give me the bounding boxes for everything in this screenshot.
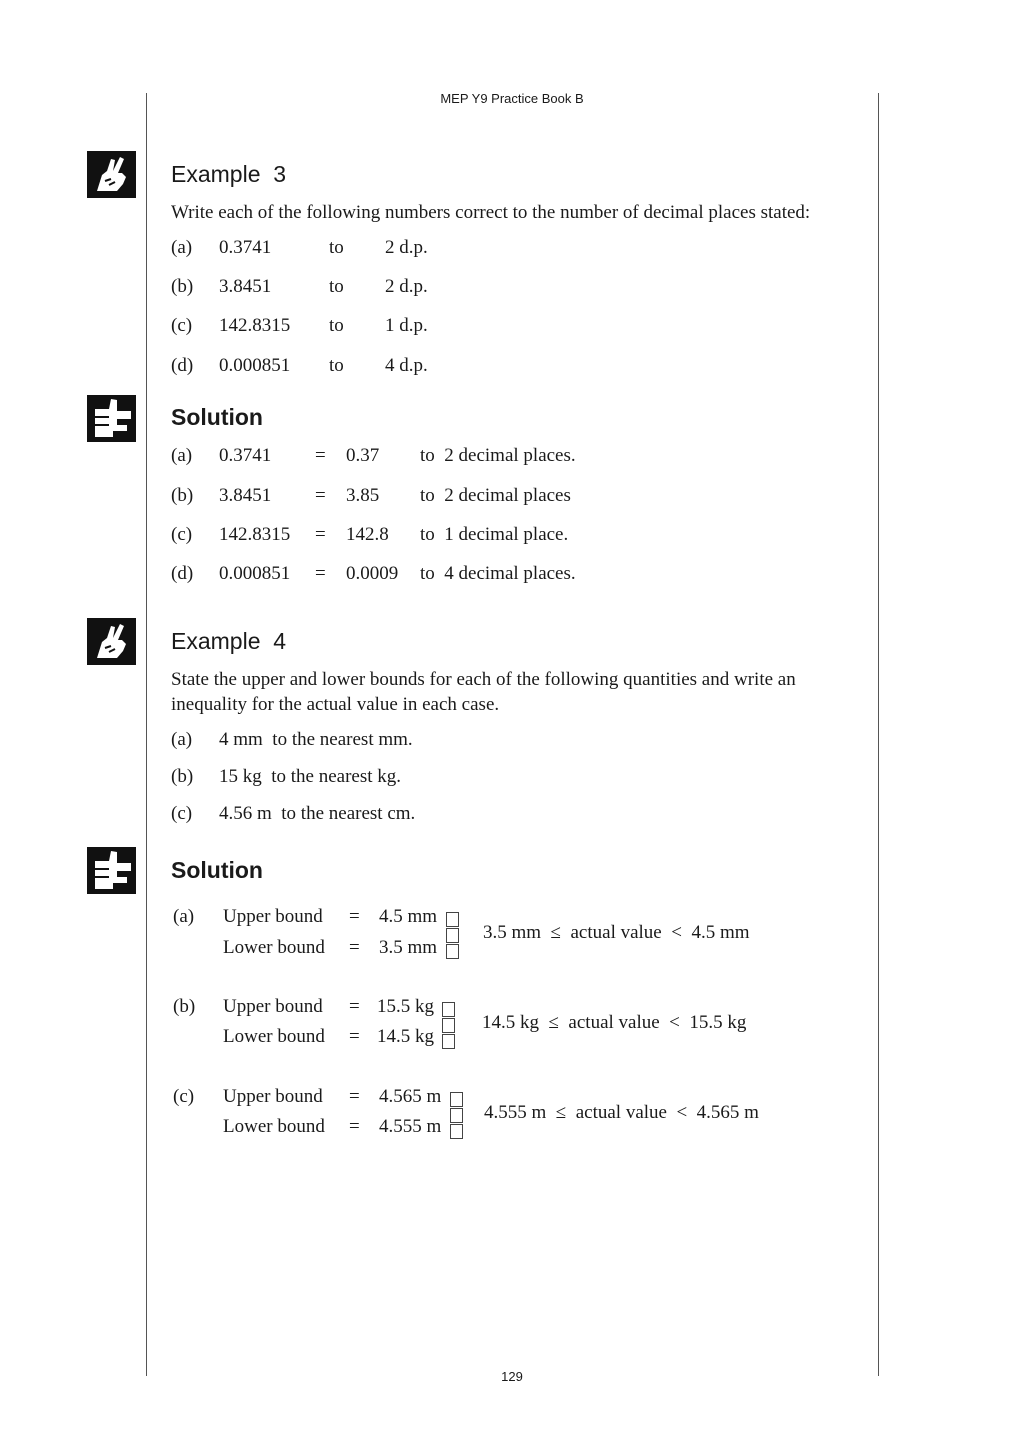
item-label: (a): [171, 729, 193, 750]
item-label: (a): [171, 237, 193, 258]
inequality: 4.555 m ≤ actual value < 4.565 m: [484, 1102, 759, 1123]
upper-bound-value: 15.5 kg: [377, 996, 434, 1017]
row-equals: =: [315, 485, 326, 506]
row-number: 3.8451: [219, 485, 272, 506]
example-4-heading: Example 4: [171, 628, 287, 654]
item-to: to: [329, 315, 344, 336]
upper-bound-equals: =: [349, 1086, 360, 1107]
lower-bound-label: Lower bound: [223, 1026, 325, 1047]
part-label: (c): [173, 1086, 195, 1107]
example-4-prompt-line-2: inequality for the actual value in each case.: [171, 694, 500, 715]
upper-bound-value: 4.565 m: [379, 1086, 442, 1107]
brace-glyph: [450, 1124, 463, 1139]
row-description: to 4 decimal places.: [420, 563, 576, 584]
item-dp: 4 d.p.: [385, 355, 428, 376]
upper-bound-label: Upper bound: [223, 906, 323, 927]
thumbs-up-hand-icon: [87, 847, 136, 894]
item-text: 15 kg to the nearest kg.: [219, 766, 402, 787]
pointing-hand-icon: [87, 151, 136, 198]
thumbs-up-hand-icon: [87, 395, 136, 442]
brace-glyph: [446, 944, 459, 959]
row-equals: =: [315, 445, 326, 466]
brace-glyph: [450, 1092, 463, 1107]
lower-bound-value: 4.555 m: [379, 1116, 442, 1137]
brace-glyph: [446, 928, 459, 943]
example-3-prompt: Write each of the following numbers correct to the number of decimal places stated:: [171, 202, 811, 223]
item-dp: 2 d.p.: [385, 276, 428, 297]
item-number: 0.000851: [219, 355, 291, 376]
row-number: 0.000851: [219, 563, 291, 584]
brace-glyph: [450, 1108, 463, 1123]
row-label: (a): [171, 445, 193, 466]
upper-bound-equals: =: [349, 996, 360, 1017]
item-label: (b): [171, 766, 194, 787]
item-to: to: [329, 355, 344, 376]
item-number: 142.8315: [219, 315, 291, 336]
brace-glyph: [442, 1002, 455, 1017]
brace-glyph: [446, 912, 459, 927]
row-number: 142.8315: [219, 524, 291, 545]
item-label: (d): [171, 355, 194, 376]
upper-bound-value: 4.5 mm: [379, 906, 438, 927]
row-result: 3.85: [346, 485, 380, 506]
lower-bound-value: 14.5 kg: [377, 1026, 434, 1047]
row-equals: =: [315, 563, 326, 584]
upper-bound-label: Upper bound: [223, 996, 323, 1017]
row-description: to 1 decimal place.: [420, 524, 569, 545]
item-dp: 2 d.p.: [385, 237, 428, 258]
item-number: 3.8451: [219, 276, 272, 297]
lower-bound-label: Lower bound: [223, 1116, 325, 1137]
row-label: (b): [171, 485, 194, 506]
inequality: 3.5 mm ≤ actual value < 4.5 mm: [483, 922, 750, 943]
page-header: MEP Y9 Practice Book B: [440, 91, 584, 106]
inequality: 14.5 kg ≤ actual value < 15.5 kg: [482, 1012, 747, 1033]
solution-3-heading: Solution: [171, 404, 263, 430]
lower-bound-value: 3.5 mm: [379, 937, 438, 958]
item-label: (c): [171, 315, 193, 336]
item-to: to: [329, 276, 344, 297]
lower-bound-equals: =: [349, 1116, 360, 1137]
brace-glyph: [442, 1018, 455, 1033]
row-number: 0.3741: [219, 445, 272, 466]
row-label: (d): [171, 563, 194, 584]
lower-bound-equals: =: [349, 1026, 360, 1047]
item-dp: 1 d.p.: [385, 315, 428, 336]
row-description: to 2 decimal places: [420, 485, 571, 506]
left-margin-rule: [146, 93, 147, 1376]
item-label: (c): [171, 803, 193, 824]
row-result: 0.37: [346, 445, 380, 466]
part-label: (b): [173, 996, 196, 1017]
row-equals: =: [315, 524, 326, 545]
row-label: (c): [171, 524, 193, 545]
upper-bound-equals: =: [349, 906, 360, 927]
right-margin-rule: [878, 93, 879, 1376]
item-text: 4.56 m to the nearest cm.: [219, 803, 416, 824]
pointing-hand-icon: [87, 618, 136, 665]
brace-glyph: [442, 1034, 455, 1049]
page-number: 129: [501, 1369, 523, 1384]
lower-bound-equals: =: [349, 937, 360, 958]
item-to: to: [329, 237, 344, 258]
upper-bound-label: Upper bound: [223, 1086, 323, 1107]
row-result: 0.0009: [346, 563, 399, 584]
item-text: 4 mm to the nearest mm.: [219, 729, 413, 750]
row-result: 142.8: [346, 524, 389, 545]
example-3-heading: Example 3: [171, 161, 287, 187]
item-label: (b): [171, 276, 194, 297]
example-4-prompt-line-1: State the upper and lower bounds for each of the following quantities and write an: [171, 669, 796, 690]
item-number: 0.3741: [219, 237, 272, 258]
row-description: to 2 decimal places.: [420, 445, 576, 466]
solution-4-heading: Solution: [171, 857, 263, 883]
part-label: (a): [173, 906, 195, 927]
lower-bound-label: Lower bound: [223, 937, 325, 958]
